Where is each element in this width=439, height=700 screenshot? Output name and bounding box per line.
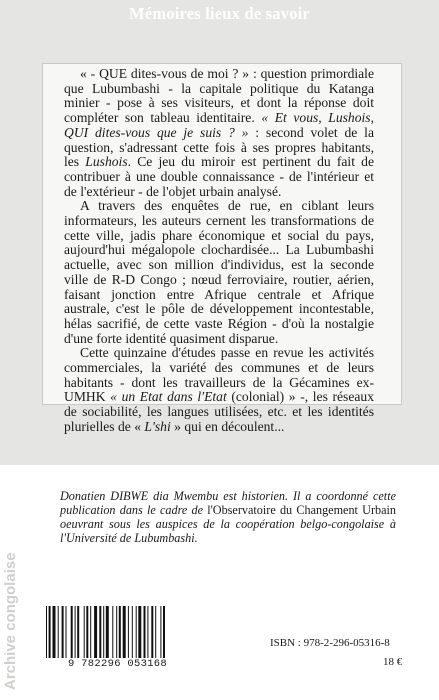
text-run: (colonial) » -, les réseaux de sociabilité, les langues utilisées, etc. et les identités plurielles de « (64, 389, 375, 434)
author-note (60, 489, 396, 545)
text-run: . Ce jeu du miroir est pertinent du fait de contribuer à une double connaissance - de l'intérieur et de l'extérieur - de l'objet urbain analysé. (64, 154, 374, 199)
text-run: oeuvrant sous les auspices de la coopération belgo-congolaise à l'Université de Lubumbashi. (60, 517, 396, 545)
text-run: « Et vous, Lushois, QUI dites-vous que je suis ? » (64, 110, 374, 140)
series-title: Mémoires lieux de savoir (129, 4, 310, 23)
isbn-text: ISBN : 978-2-296-05316-8 (270, 637, 390, 649)
barcode-digits: 9 782296 053168 (40, 658, 195, 670)
text-run: Cette quinzaine d'études passe en revue les activités commerciales, la variété des communes et de leurs habitants - dont les travailleurs de la Gécamines ex-UMHK (64, 345, 374, 405)
text-run: Donatien DIBWE dia Mwembu est historien. Il a coordonné cette publication dans le cadre de (60, 489, 396, 517)
collection-label: Archive congolaise (2, 552, 19, 690)
blurb-paragraph-3 (64, 346, 374, 434)
text-run: L'shi (144, 418, 171, 434)
blurb-paragraph-1 (64, 67, 374, 199)
text-run: : second volet de la question, s'adressant cette fois à ses propres habitants, les (64, 124, 374, 170)
blurb-text (64, 67, 374, 435)
isbn-barcode (42, 606, 192, 666)
price: 18 € (383, 656, 403, 668)
text-run: Lushois (85, 154, 128, 170)
text-run: » qui en découlent... (170, 418, 285, 434)
text-run: « un Etat dans l'Etat (110, 389, 232, 405)
text-run: l'Observatoire du Changement Urbain (207, 503, 396, 517)
blurb-paragraph-2: A travers des enquêtes de rue, en ciblant leurs informateurs, les auteurs cernent les transformations de cette ville, jadis phare économique et social du pays, aujourd'hui mégalopole clochardisée... La Lubumbashi actuelle, avec son million d'individus, est la seconde ville de R-D Congo ; nœud ferroviaire, routier, aérien, faisant jonction entre Afrique centrale et Afrique australe, c'est le pôle de développement incontestable, hélas sacrifié, de cette vaste Région - d'où la nostalgie d'une forte identité quasiment disparue. (64, 198, 374, 346)
text-run: « - QUE dites-vous de moi ? » : question primordiale que Lubumbashi - la capitale politique du Katanga minier - pose à ses visiteurs, et dont la réponse doit compléter son tableau identitaire. (64, 66, 374, 126)
